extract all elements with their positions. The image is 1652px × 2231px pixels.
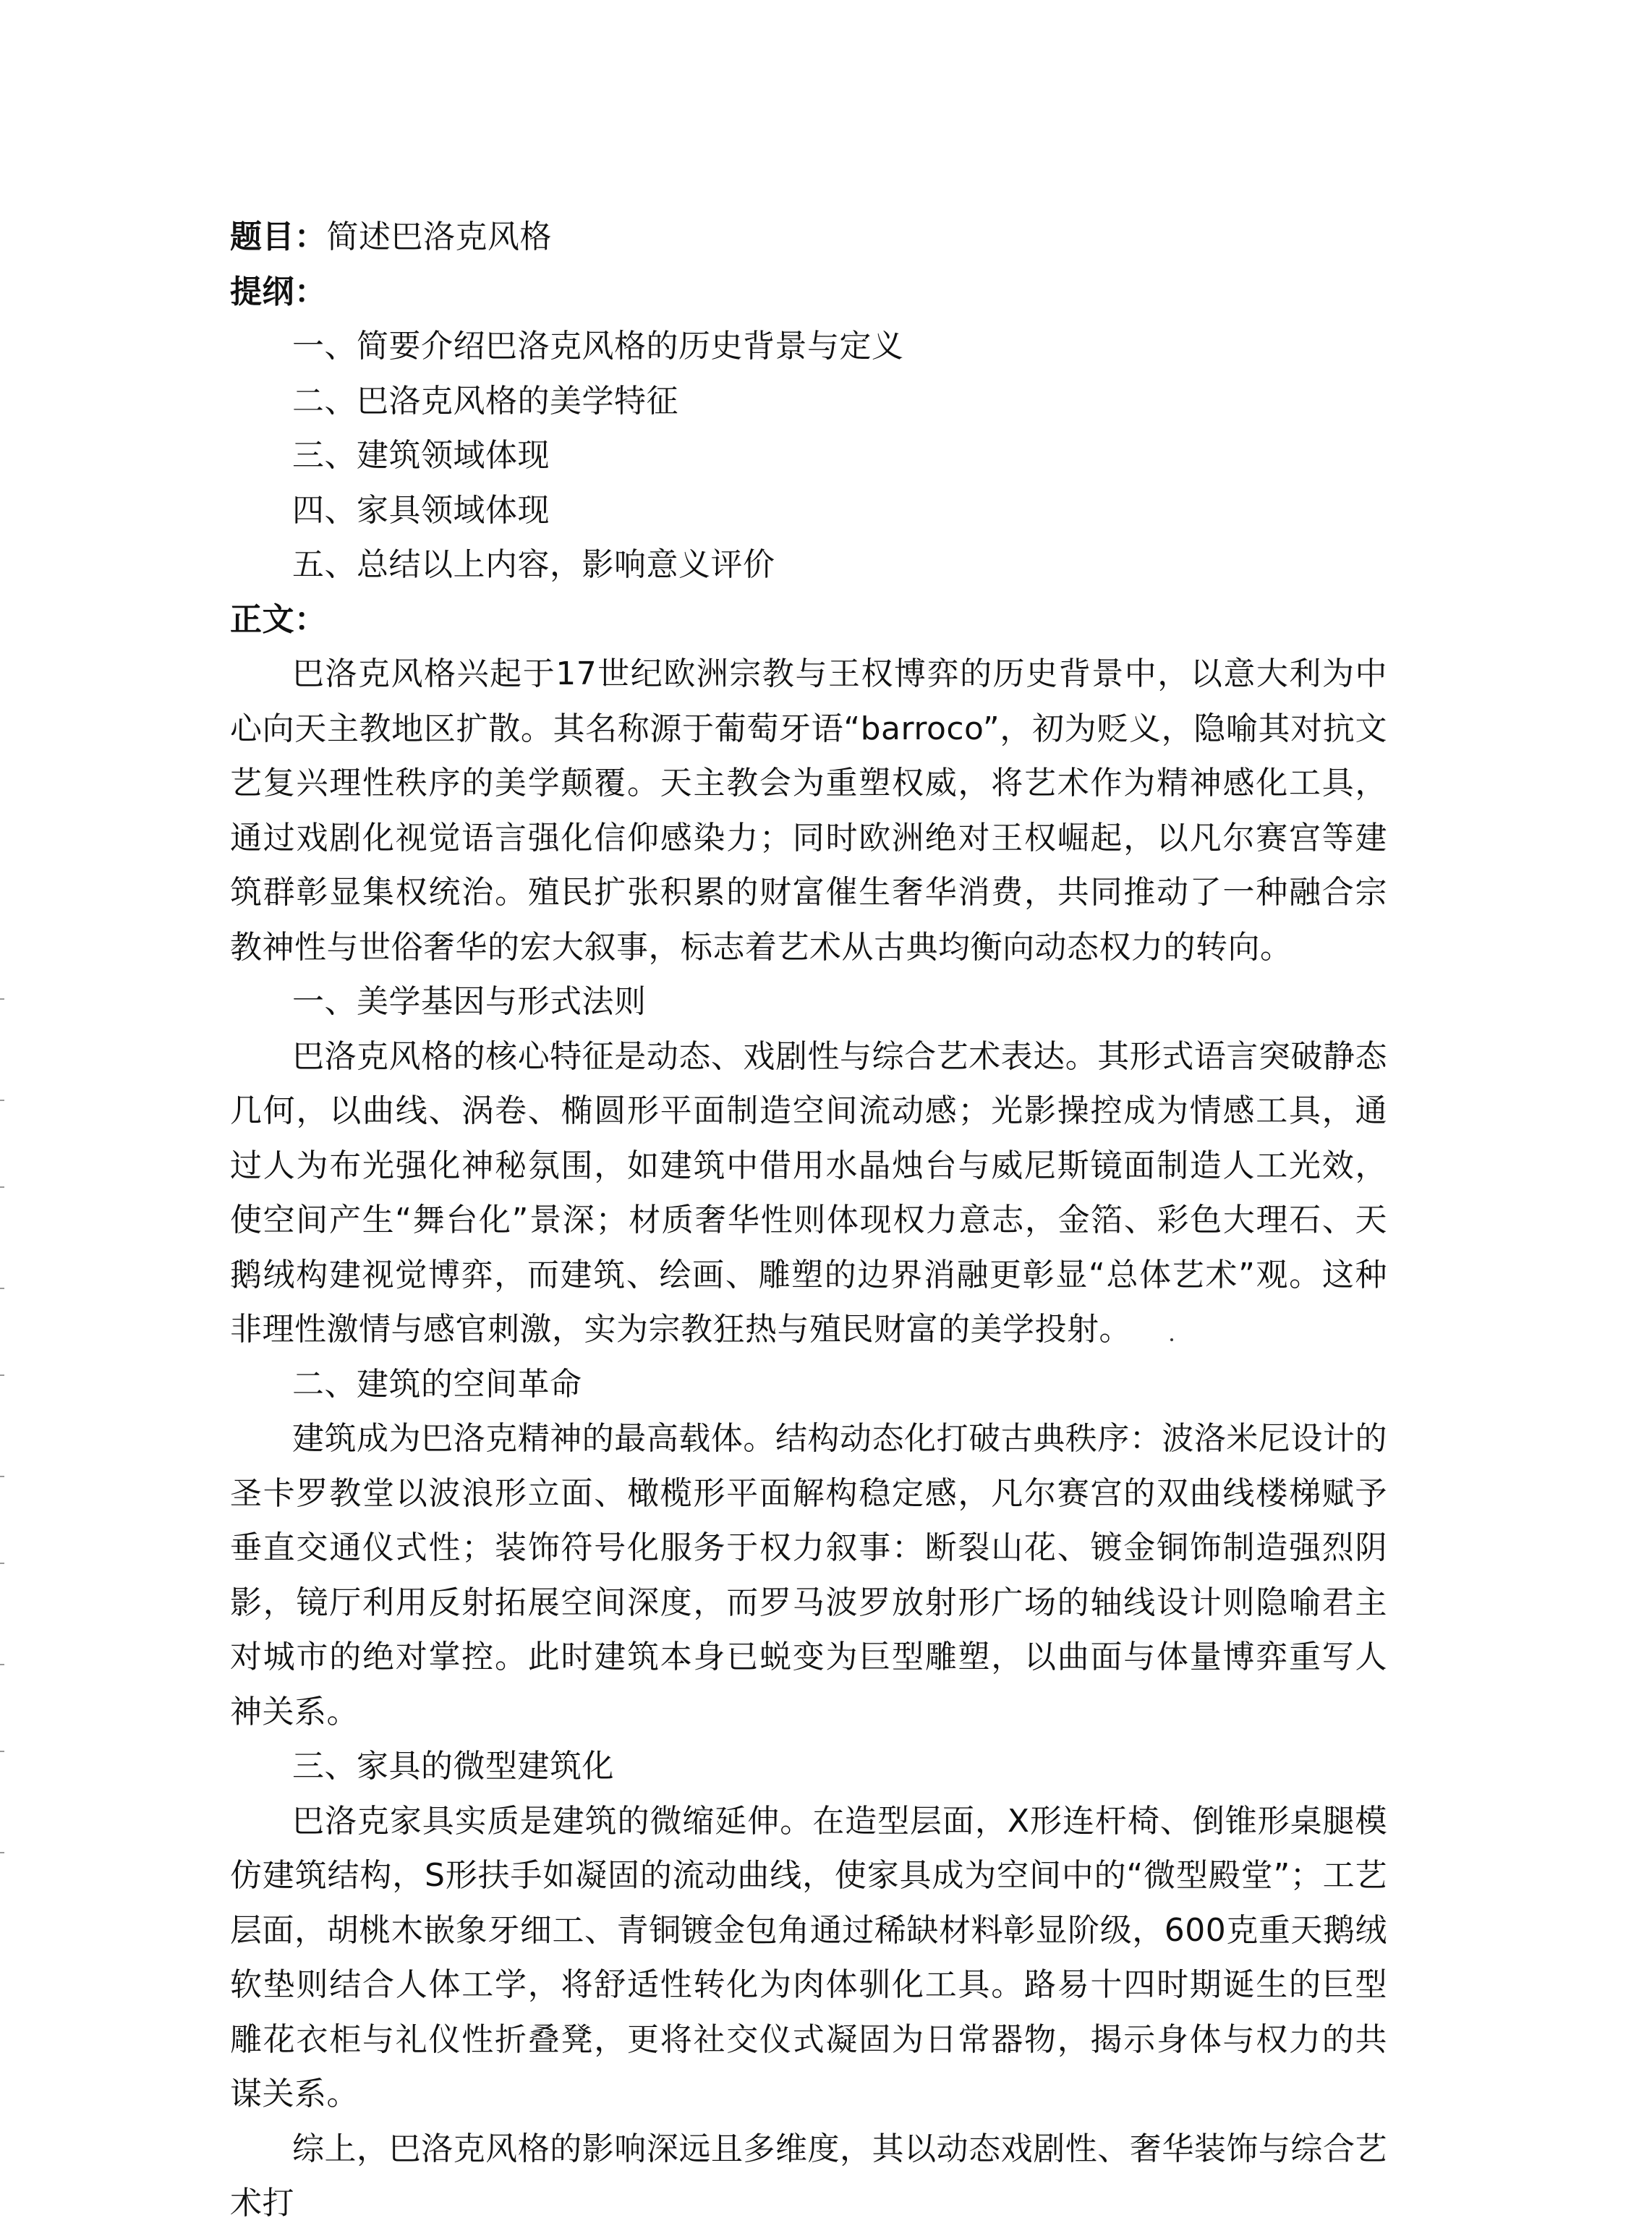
document-page [230, 210, 1387, 2231]
aesthetics-paragraph: 巴洛克风格的核心特征是动态、戏剧性与综合艺术表达。其形式语言突破静态几何，以曲线、涡卷、椭圆形平面制造空间流动感；光影操控成为情感工具，通过人为布光强化神秘氛围，如建筑中借用水晶烛台与威尼斯镜面制造人工光效，使空间产生“舞台化”景深；材质奢华性则体现权力意志，金箔、彩色大理石、天鹅绒构建视觉博弈，而建筑、绘画、雕塑的边界消融更彰显“总体艺术”观。这种非理性激情与感官刺激，实为宗教狂热与殖民财富的美学投射。 [230, 1037, 1387, 1348]
intro-paragraph: 巴洛克风格兴起于17世纪欧洲宗教与王权博弈的历史背景中，以意大利为中心向天主教地区扩散。其名称源于葡萄牙语“barroco”，初为贬义，隐喻其对抗文艺复兴理性秩序的美学颠覆。天主教会为重塑权威，将艺术作为精神感化工具，通过戏剧化视觉语言强化信仰感染力；同时欧洲绝对王权崛起，以凡尔赛宫等建筑群彰显集权统治。殖民扩张积累的财富催生奢华消费，共同推动了一种融合宗教神性与世俗奢华的宏大叙事，标志着艺术从古典均衡向动态权力的转向。 [230, 655, 1387, 966]
conclusion-paragraph: 综上，巴洛克风格的影响深远且多维度，其以动态戏剧性、奢华装饰与综合艺术打 [230, 2130, 1387, 2222]
architecture-paragraph: 建筑成为巴洛克精神的最高载体。结构动态化打破古典秩序：波洛米尼设计的圣卡罗教堂以波浪形立面、橄榄形平面解构稳定感，凡尔赛宫的双曲线楼梯赋予垂直交通仪式性；装饰符号化服务于权力叙事：断裂山花、镀金铜饰制造强烈阴影，镜厅利用反射拓展空间深度，而罗马波罗放射形广场的轴线设计则隐喻君主对城市的绝对掌控。此时建筑本身已蜕变为巨型雕塑，以曲面与体量博弈重写人神关系。 [230, 1420, 1387, 1730]
section-heading-architecture: 二、建筑的空间革命 [292, 1365, 582, 1403]
section-heading-aesthetics: 一、美学基因与形式法则 [292, 983, 647, 1020]
outline-item: 一、简要介绍巴洛克风格的历史背景与定义 [292, 328, 904, 365]
section-heading-furniture: 三、家具的微型建筑化 [292, 1748, 614, 1785]
outline-item: 四、家具领域体现 [292, 491, 550, 529]
furniture-paragraph: 巴洛克家具实质是建筑的微缩延伸。在造型层面，X形连杆椅、倒锥形桌腿模仿建筑结构，S形扶手如凝固的流动曲线，使家具成为空间中的“微型殿堂”；工艺层面，胡桃木嵌象牙细工、青铜镀金包角通过稀缺材料彰显阶级，600克重天鹅绒软垫则结合人体工学，将舒适性转化为肉体驯化工具。路易十四时期诞生的巨型雕花衣柜与礼仪性折叠凳，更将社交仪式凝固为日常器物，揭示身体与权力的共谋关系。 [230, 1802, 1387, 2112]
title-line [230, 210, 1387, 265]
title-text: 简述巴洛克风格 [326, 218, 552, 255]
body-label: 正文： [230, 600, 327, 638]
scan-speck [1170, 1338, 1173, 1341]
outline-label: 提纲： [230, 273, 327, 310]
outline-item: 三、建筑领域体现 [292, 437, 550, 474]
margin-marks [0, 998, 6, 1939]
outline-item: 五、总结以上内容，影响意义评价 [292, 546, 775, 583]
title-label: 题目： [230, 218, 327, 255]
outline-item: 二、巴洛克风格的美学特征 [292, 382, 678, 420]
